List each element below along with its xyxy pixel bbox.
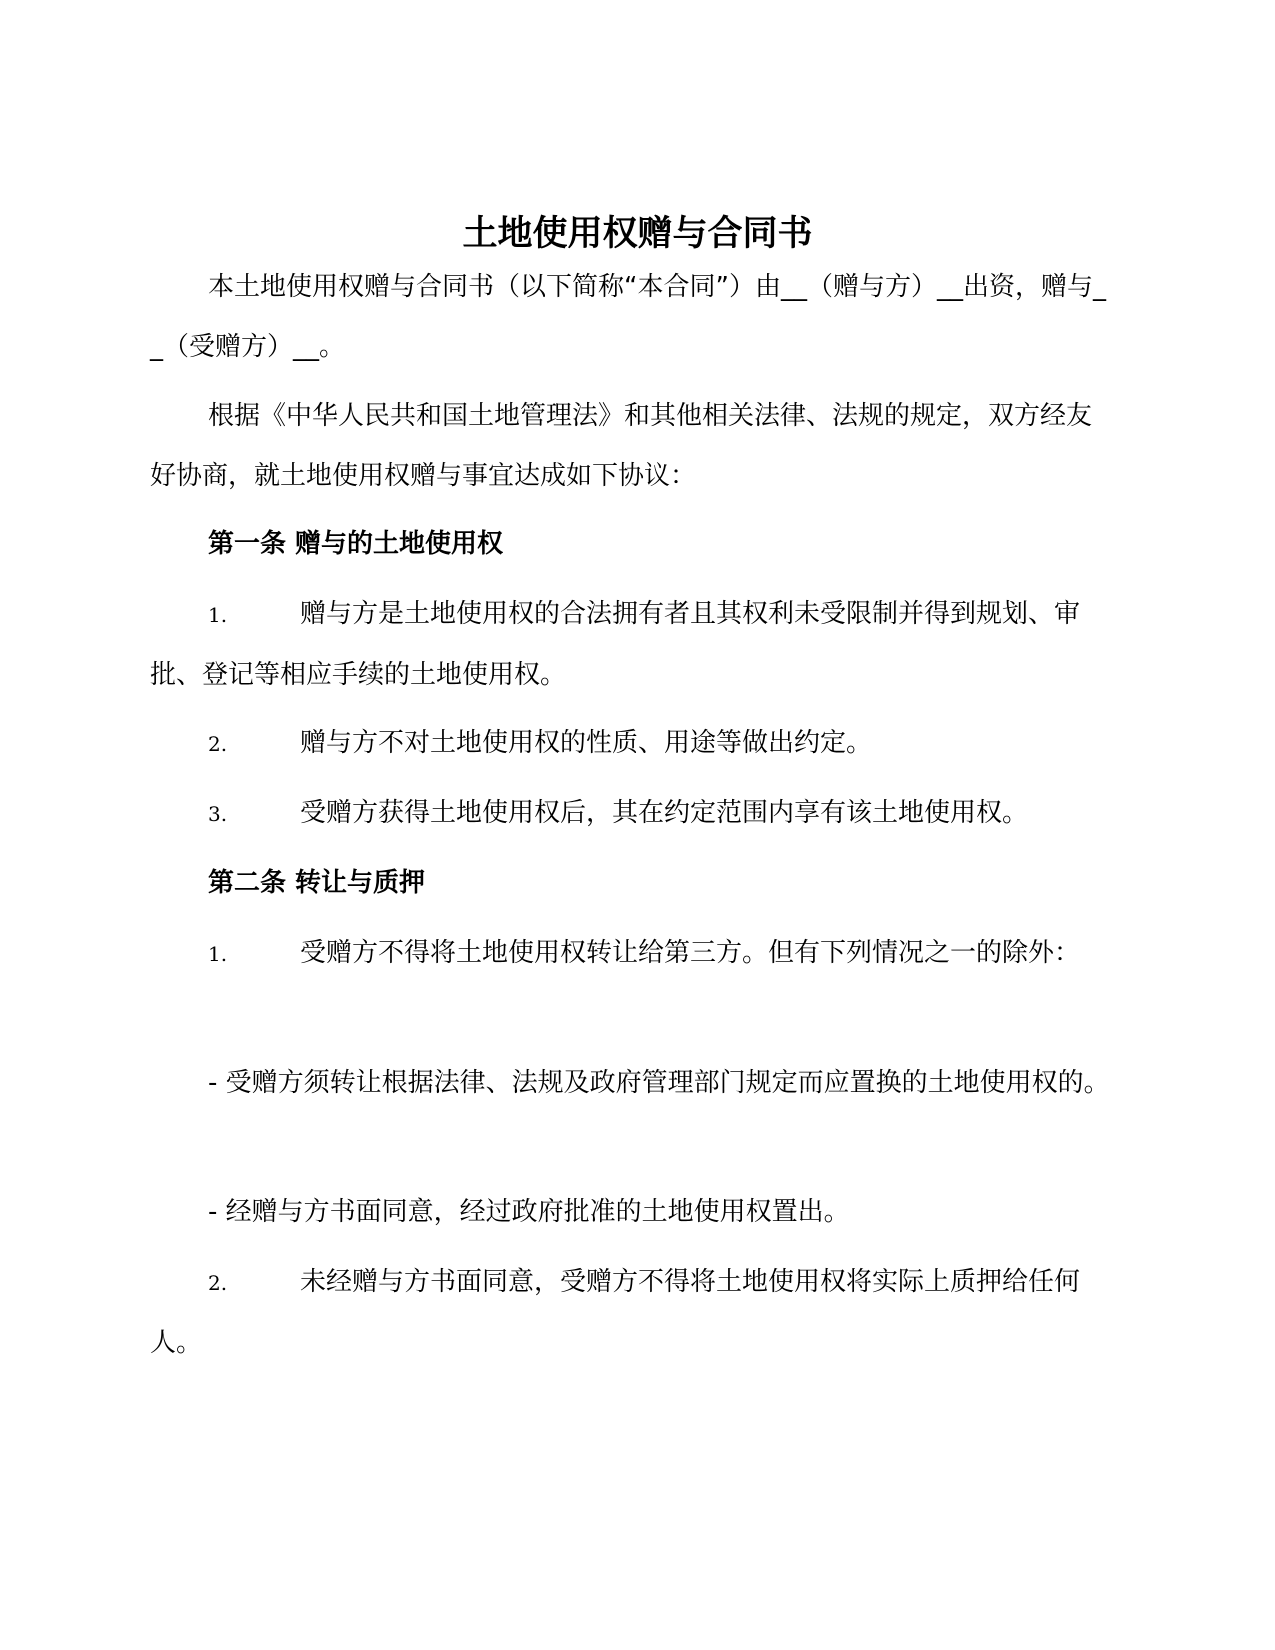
article-2-item-1	[150, 923, 1110, 984]
basis-paragraph: 根据《中华人民共和国土地管理法》和其他相关法律、法规的规定，双方经友好协商，就土地使用权赠与事宜达成如下协议：	[150, 401, 1093, 491]
article-1-item-3	[150, 783, 1110, 844]
item-text: 未经赠与方书面同意，受赠方不得将土地使用权将实际上质押给任何人。	[150, 1267, 1081, 1358]
article-1-heading: 第一条 赠与的土地使用权	[208, 529, 504, 559]
item-number: 2.	[208, 732, 228, 756]
article-2-heading: 第二条 转让与质押	[208, 868, 426, 898]
article-2-item-2	[150, 1252, 1110, 1373]
item-text: 赠与方不对土地使用权的性质、用途等做出约定。	[300, 728, 873, 758]
exception-1: - 受赠方须转让根据法律、法规及政府管理部门规定而应置换的土地使用权的。	[208, 1068, 1110, 1098]
article-1-item-1	[150, 584, 1110, 705]
article-1-item-2	[150, 713, 1110, 774]
exception-2: - 经赠与方书面同意，经过政府批准的土地使用权置出。	[208, 1197, 850, 1227]
item-text: 受赠方不得将土地使用权转让给第三方。但有下列情况之一的除外：	[300, 938, 1081, 968]
item-number: 3.	[208, 802, 228, 826]
item-text: 受赠方获得土地使用权后，其在约定范围内享有该土地使用权。	[300, 798, 1029, 828]
intro-paragraph: 本土地使用权赠与合同书（以下简称“本合同”）由__（赠与方）__出资，赠与__（受赠方）__。	[150, 272, 1106, 362]
item-number: 1.	[208, 942, 228, 966]
item-number: 2.	[208, 1271, 228, 1295]
item-number: 1.	[208, 603, 228, 627]
document-title: 土地使用权赠与合同书	[462, 214, 813, 254]
item-text: 赠与方是土地使用权的合法拥有者且其权利未受限制并得到规划、审批、登记等相应手续的土地使用权。	[150, 599, 1081, 690]
